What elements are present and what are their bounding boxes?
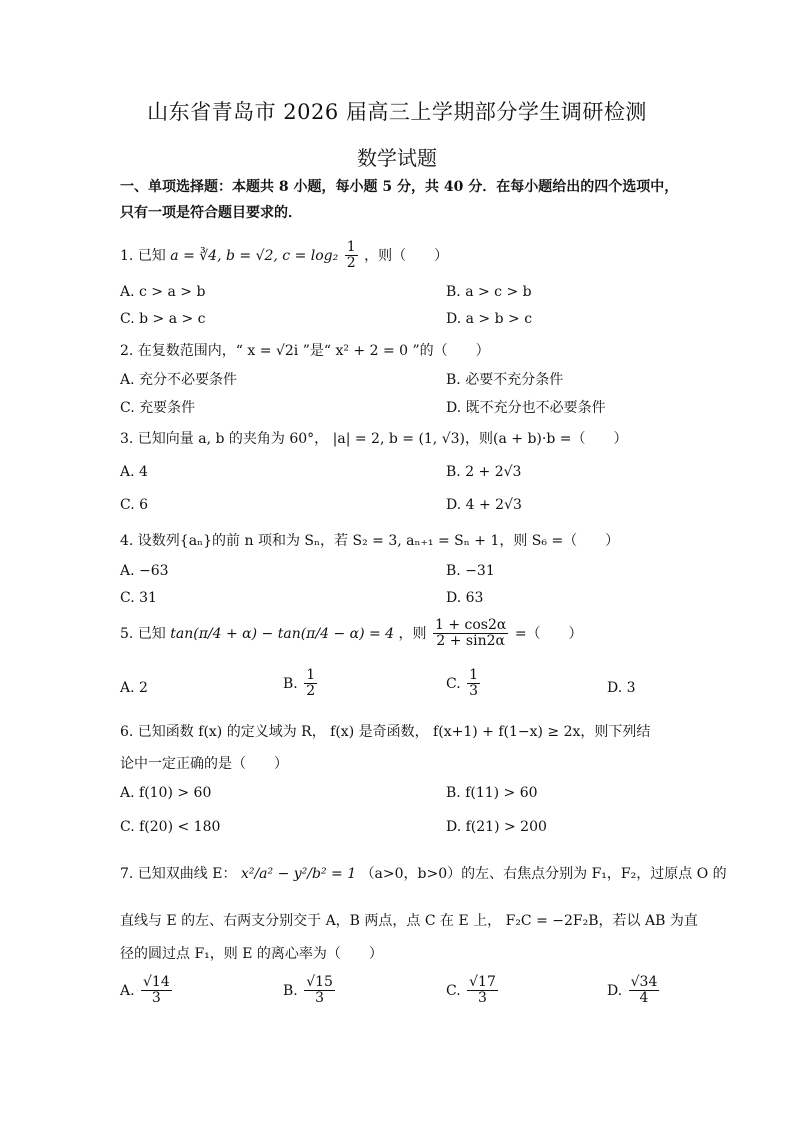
q1-lead: 已知 xyxy=(137,247,166,264)
q3-option-d[interactable]: D. 4 + 2√3 xyxy=(446,497,522,513)
q4-option-c[interactable]: C. 31 xyxy=(120,590,157,606)
q7-option-c-label: C. xyxy=(446,982,461,999)
q7-option-c-fraction xyxy=(467,975,498,1007)
q5-b-den: 2 xyxy=(306,683,316,700)
q7-option-d[interactable] xyxy=(607,975,661,1007)
question-7-line-2: 直线与 E 的左、右两支分别交于 A，B 两点，点 C 在 E 上， F₂C = −2F₂B，若以 AB 为直 xyxy=(120,913,698,929)
q7-a-num: √14 xyxy=(143,974,170,990)
q7-line1-tail: （a>0，b>0）的左、右焦点分别为 F₁，F₂，过原点 O 的 xyxy=(360,866,727,882)
q5-option-c-fraction xyxy=(467,668,480,700)
q7-equation: x²/a² − y²/b² = 1 xyxy=(240,866,357,882)
q7-d-num: √34 xyxy=(630,974,658,990)
q5-lead: 已知 xyxy=(137,625,166,642)
q3-option-b[interactable]: B. 2 + 2√3 xyxy=(446,464,522,480)
q5-option-b[interactable] xyxy=(283,668,319,700)
q1-option-c[interactable]: C. b > a > c xyxy=(120,311,206,327)
q5-frac-num: 1 + cos2α xyxy=(435,617,507,633)
q5-frac-den: 2 + sin2α xyxy=(436,633,505,650)
question-4: 4. 设数列{aₙ}的前 n 项和为 Sₙ，若 S₂ = 3, aₙ₊₁ = Sₙ + 1，则 S₆ =（ ） xyxy=(120,533,620,549)
q1-number: 1. xyxy=(120,247,134,264)
q7-c-num: √17 xyxy=(469,974,496,990)
section-heading: 一、单项选择题：本题共 8 小题，每小题 5 分，共 40 分．在每小题给出的四个选项中，只有一项是符合题目要求的． xyxy=(120,179,679,221)
q1-tail: ，则（ ） xyxy=(364,247,449,264)
q7-option-c[interactable] xyxy=(446,975,500,1007)
q1-frac-den: 2 xyxy=(346,255,356,272)
q5-option-c[interactable] xyxy=(446,668,482,700)
q1-option-b[interactable]: B. a > c > b xyxy=(446,284,532,300)
q1-option-d[interactable]: D. a > b > c xyxy=(446,311,533,327)
q5-c-num: 1 xyxy=(469,667,479,683)
q1-expr: a = ∛4, b = √2, c = log₂ xyxy=(170,247,339,264)
q7-option-a-label: A. xyxy=(120,982,135,999)
q7-option-b[interactable] xyxy=(283,975,337,1007)
q7-c-den: 3 xyxy=(478,990,487,1007)
q3-option-c[interactable]: C. 6 xyxy=(120,497,149,513)
exam-subtitle: 数学试题 xyxy=(357,146,437,170)
q7-option-b-fraction xyxy=(304,975,335,1007)
q7-a-den: 3 xyxy=(151,990,161,1007)
question-5 xyxy=(120,618,583,650)
q1-option-a[interactable]: A. c > a > b xyxy=(120,284,206,300)
q5-fraction xyxy=(433,618,508,650)
q5-option-c-label: C. xyxy=(446,675,461,692)
q2-option-d[interactable]: D. 既不充分也不必要条件 xyxy=(446,400,606,416)
q7-option-a-fraction xyxy=(141,975,172,1007)
q2-option-b[interactable]: B. 必要不充分条件 xyxy=(446,372,564,388)
q5-expr: tan(π/4 + α) − tan(π/4 − α) = 4 xyxy=(170,625,395,642)
q7-option-d-label: D. xyxy=(607,982,623,999)
q6-option-a[interactable]: A. f(10) > 60 xyxy=(120,785,212,801)
q2-option-c[interactable]: C. 充要条件 xyxy=(120,400,196,416)
q5-option-a[interactable]: A. 2 xyxy=(120,680,148,696)
q3-option-a[interactable]: A. 4 xyxy=(120,464,148,480)
exam-title: 山东省青岛市 2026 届高三上学期部分学生调研检测 xyxy=(147,100,647,124)
q1-fraction xyxy=(345,240,358,272)
q5-tail: =（ ） xyxy=(514,625,583,642)
q5-option-d[interactable]: D. 3 xyxy=(607,680,636,696)
question-1 xyxy=(120,240,448,272)
q2-option-a[interactable]: A. 充分不必要条件 xyxy=(120,372,238,388)
q7-option-b-label: B. xyxy=(283,982,298,999)
question-6-line-2: 论中一定正确的是（ ） xyxy=(120,756,288,772)
q7-d-den: 4 xyxy=(639,990,649,1007)
q7-option-a[interactable] xyxy=(120,975,174,1007)
q5-number: 5. xyxy=(120,625,134,642)
q5-c-den: 3 xyxy=(469,683,479,700)
q6-option-b[interactable]: B. f(11) > 60 xyxy=(446,785,538,801)
q4-option-b[interactable]: B. −31 xyxy=(446,563,495,579)
q7-lead: 7. 已知双曲线 E： xyxy=(120,866,237,882)
q7-option-d-fraction xyxy=(629,975,660,1007)
q6-option-c[interactable]: C. f(20) < 180 xyxy=(120,819,221,835)
q5-mid: ，则 xyxy=(398,625,427,642)
q5-option-b-label: B. xyxy=(283,675,298,692)
q7-b-num: √15 xyxy=(306,974,333,990)
question-6-line-1: 6. 已知函数 f(x) 的定义域为 R， f(x) 是奇函数， f(x+1) + f(1−x) ≥ 2x，则下列结 xyxy=(120,724,651,740)
q5-option-b-fraction xyxy=(304,668,317,700)
q1-frac-num: 1 xyxy=(346,239,356,255)
question-7-line-3: 径的圆过点 F₁，则 E 的离心率为（ ） xyxy=(120,946,383,962)
question-3: 3. 已知向量 a, b 的夹角为 60°， |a| = 2, b = (1, √3)，则(a + b)·b =（ ） xyxy=(120,431,628,447)
q5-b-num: 1 xyxy=(306,667,316,683)
q6-option-d[interactable]: D. f(21) > 200 xyxy=(446,819,547,835)
q7-b-den: 3 xyxy=(315,990,325,1007)
question-2: 2. 在复数范围内，“ x = √2i ”是“ x² + 2 = 0 ”的（ ） xyxy=(120,343,490,359)
question-7-line-1 xyxy=(120,863,727,883)
q4-option-d[interactable]: D. 63 xyxy=(446,590,484,606)
q4-option-a[interactable]: A. −63 xyxy=(120,563,169,579)
